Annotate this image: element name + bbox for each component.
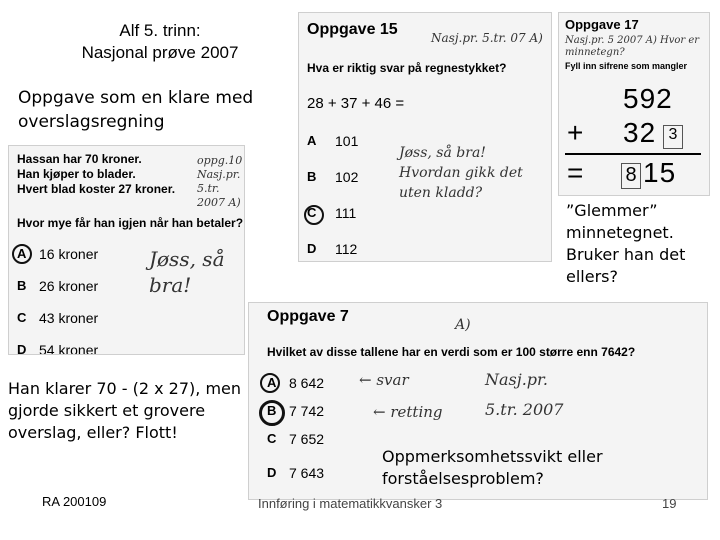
option-letter: B [267,403,277,418]
option-letter: C [267,431,277,446]
intro-text: Oppgave som en klare med overslagsregning [18,88,254,132]
scan-task-15 [298,12,552,262]
scan-task-17 [558,12,710,196]
task-left-question: Hvor mye får han igjen når han betaler? [17,216,244,230]
task-15-title: Oppgave 15 [307,21,398,38]
option-letter: D [17,342,27,355]
note-bottom-left: Han klarer 70 - (2 x 27), men gjorde sikkert et grovere overslag, eller? Flott! [8,379,242,442]
option-letter: A [307,133,317,148]
task-17-sum-line [565,153,701,155]
task-17-row-3: 15 [643,157,677,188]
title-line-1: Alf 5. trinn: [119,21,201,40]
option-value: 112 [335,241,358,257]
option-letter: C [307,205,317,220]
option-value: 7 742 [289,403,325,419]
task-7-handwritten-note: Nasj.pr. 5.tr. 2007 [485,370,564,419]
task-left-line-1: Hassan har 70 kroner. [17,152,142,166]
task-17-title: Oppgave 17 [565,17,639,32]
task-17-row-3-filled-digit: 8 [621,163,641,189]
task-7-handwritten-retting: ← retting [373,403,443,421]
task-7-handwritten-a: A) [455,317,471,333]
task-15-handwritten-note: Nasj.pr. 5.tr. 07 A) [431,31,543,45]
slide-title [40,20,280,64]
option-value: 26 kroner [39,278,99,294]
task-left-line-2: Han kjøper to blader. [17,167,136,181]
option-value: 7 643 [289,465,325,481]
task-left-handwritten-note: oppg.10 Nasj.pr. 5.tr. 2007 A) [197,154,243,209]
option-letter: D [267,465,277,480]
page-number: 19 [662,496,677,511]
option-value: 8 642 [289,375,325,391]
task-17-row-2-filled-digit: 3 [663,125,683,149]
option-value: 111 [335,205,357,221]
task-17-handwritten-note: Nasj.pr. 5 2007 A) Hvor er minnetegn? [565,35,700,58]
option-value: 54 kroner [39,342,99,355]
task-17-row-1: 592 [623,83,673,114]
option-letter: B [17,278,27,293]
option-letter: D [307,241,317,256]
footer-left: RA 200109 [42,494,107,509]
option-letter: C [17,310,27,325]
option-value: 102 [335,169,359,185]
task-15-handwritten-comment: Jøss, så bra! Hvordan gikk det uten kladd? [399,145,523,201]
task-7-question: Hvilket av disse tallene har en verdi som er 100 større enn 7642? [267,345,636,359]
title-line-2: Nasjonal prøve 2007 [81,43,239,62]
option-letter: A [17,246,27,261]
note-bottom-right: Oppmerksomhetssvikt eller forståelsesproblem? [382,447,603,488]
option-letter: A [267,375,277,390]
option-value: 16 kroner [39,246,99,262]
scan-task-left [8,145,245,355]
footer-center: Innføring i matematikkvansker 3 [258,496,443,511]
task-7-handwritten-svar: ← svar [359,371,409,389]
task-17-instruction: Fyll inn sifrene som mangler [565,61,688,71]
option-letter: B [307,169,317,184]
task-left-line-3: Hvert blad koster 27 kroner. [17,182,176,196]
task-17-equals: = [567,157,584,188]
note-right: ”Glemmer” minnetegnet. Bruker han det ellers? [566,201,686,286]
task-15-question: Hva er riktig svar på regnestykket? [307,61,507,75]
task-17-row-2: 32 [623,117,657,148]
option-value: 101 [335,133,359,149]
task-17-plus: + [567,117,584,148]
task-15-expression: 28 + 37 + 46 = [307,95,405,112]
task-7-title: Oppgave 7 [267,308,349,325]
option-value: 7 652 [289,431,325,447]
option-value: 43 kroner [39,310,99,326]
task-left-handwritten-comment: Jøss, så bra! [149,247,225,297]
